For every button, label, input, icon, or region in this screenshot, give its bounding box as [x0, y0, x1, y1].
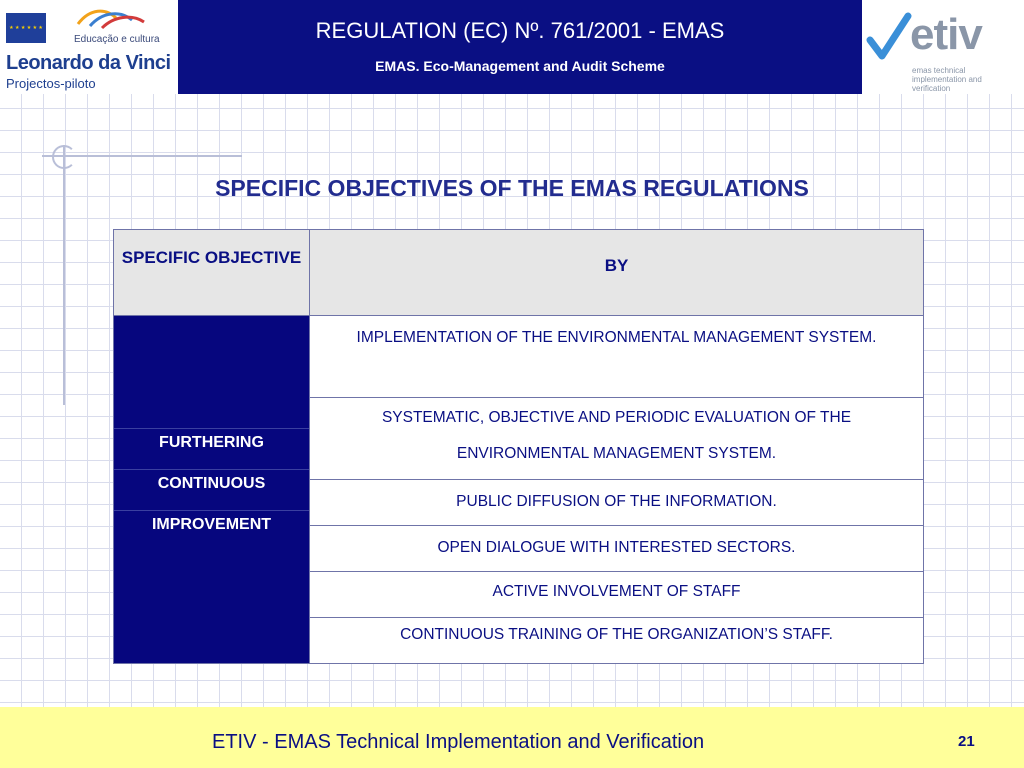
row-text: IMPLEMENTATION OF THE ENVIRONMENTAL MANAGEMENT SYSTEM.: [356, 329, 877, 346]
decorative-circle: [52, 145, 76, 169]
row-text: SYSTEMATIC, OBJECTIVE AND PERIODIC EVALUATION OF THE ENVIRONMENTAL MANAGEMENT SYSTEM.: [381, 409, 852, 462]
program-label: Educação e cultura: [74, 34, 160, 45]
table-row: [310, 480, 923, 526]
row-text: CONTINUOUS TRAINING OF THE ORGANIZATION’S STAFF.: [400, 626, 833, 643]
header-cell-specific-objective: [114, 230, 310, 316]
header-banner: [178, 0, 862, 94]
table-row: [310, 526, 923, 572]
row-text: ACTIVE INVOLVEMENT OF STAFF: [492, 583, 741, 600]
etiv-tagline: emas technical implementation and verification: [912, 66, 982, 93]
table-row: [310, 316, 923, 398]
table-row: [310, 398, 923, 480]
eu-flag-icon: ★ ★ ★ ★ ★ ★: [6, 13, 46, 43]
decorative-line: [63, 145, 65, 405]
footer-text: ETIV - EMAS Technical Implementation and Verification: [212, 731, 705, 753]
page-number: 21: [958, 733, 975, 750]
projectos-piloto-label: Projectos-piloto: [6, 76, 96, 91]
etiv-wordmark: etiv: [910, 10, 982, 59]
leonardo-da-vinci-name: Leonardo da Vinci: [6, 52, 171, 74]
objective-line: CONTINUOUS: [114, 469, 309, 509]
row-text: OPEN DIALOGUE WITH INTERESTED SECTORS.: [437, 539, 796, 556]
education-culture-swirl-icon: [76, 4, 146, 30]
footer-bar: [0, 707, 1024, 768]
regulation-subtitle: EMAS. Eco-Management and Audit Scheme: [375, 58, 665, 74]
table-row: [310, 572, 923, 618]
checkmark-icon: [866, 10, 912, 66]
table-row: [310, 618, 923, 663]
row-text: PUBLIC DIFFUSION OF THE INFORMATION.: [456, 493, 777, 510]
header-cell-by: [310, 230, 923, 316]
header-label: SPECIFIC OBJECTIVE: [121, 248, 302, 267]
leonardo-da-vinci-logo: [0, 0, 178, 94]
objective-cell: [114, 316, 310, 663]
objectives-table: [113, 229, 924, 664]
etiv-logo: [862, 0, 1024, 94]
objective-line: IMPROVEMENT: [114, 510, 309, 550]
header-label: BY: [604, 256, 629, 275]
objective-line: FURTHERING: [114, 428, 309, 468]
slide-title: SPECIFIC OBJECTIVES OF THE EMAS REGULATIONS: [215, 175, 809, 201]
regulation-title: REGULATION (EC) Nº. 761/2001 - EMAS: [315, 18, 725, 43]
